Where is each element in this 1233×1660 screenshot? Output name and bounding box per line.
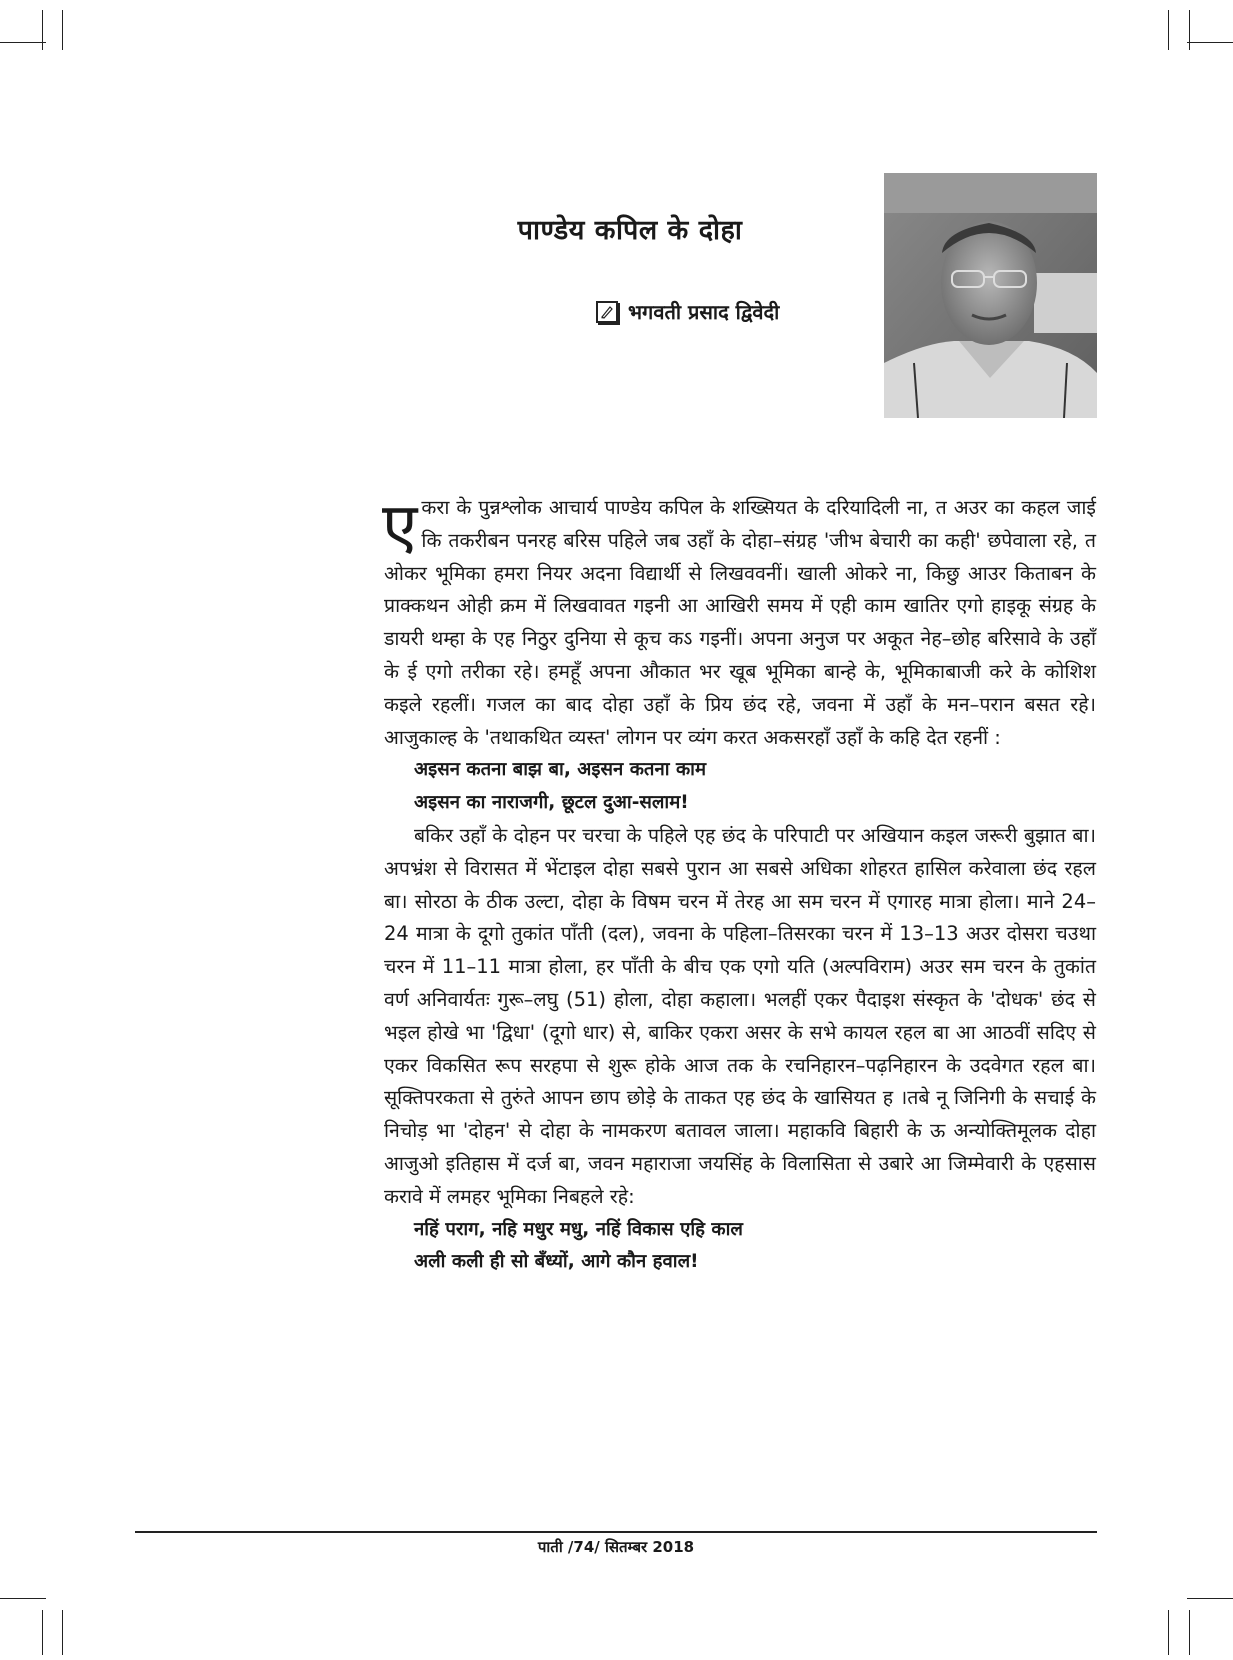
verse-2-line-1: नहिं पराग, नहि मधुर मधु, नहिं विकास एहि काल	[414, 1218, 743, 1240]
verse-2-line-2: अली कली ही सो बँध्यों, आगे कौन हवाल!	[414, 1251, 699, 1273]
paragraph-1	[384, 492, 1096, 754]
paragraph-2: बकिर उहाँ के दोहन पर चरचा के पहिले एह छंद के परिपाटी पर अखियान कइल जरूरी बुझात बा। अपभ्रंश से विरासत में भेंटाइल दोहा सबसे पुरान आ सबसे अधिका शोहरत हासिल करेवाला छंद रहल बा। सोरठा के ठीक उल्टा, दोहा के विषम चरन में तेरह आ सम चरन में एगारह मात्रा होला। माने 24–24 मात्रा के दूगो तुकांत पाँती (दल), जवना के पहिला–तिसरका चरन में 13–13 अउर दोसरा चउथा चरन में 11–11 मात्रा होला, हर पाँती के बीच एक एगो यति (अल्पविराम) अउर सम चरन के तुकांत वर्ण अनिवार्यतः गुरू–लघु (51) होला, दोहा कहाला। भलहीं एकर पैदाइश संस्कृत के 'दोधक' छंद से भइल होखे भा 'द्विधा' (दूगो धार) से, बाकिर एकरा असर के सभे कायल रहल बा आ आठवीं सदिए से एकर विकसित रूप सरहपा से शुरू होके आज तक के रचनिहारन–पढ़निहारन के उदवेगत रहल बा। सूक्तिपरकता से तुरुंते आपन छाप छोड़े के ताकत एह छंद के खासियत ह ।तबे नू जिनिगी के सचाई के निचोड़ भा 'दोहन' से दोहा के नामकरण बतावल जाला। महाकवि बिहारी के ऊ अन्योक्तिमूलक दोहा आजुओ इतिहास में दर्ज बा, जवन महाराजा जयसिंह के विलासिता से उबारे आ जिम्मेवारी के एहसास करावे में लमहर भूमिका निबहले रहे:	[384, 823, 1096, 1208]
crop-mark-bottom-right-v2	[1189, 1610, 1190, 1655]
crop-mark-bottom-right-h	[1187, 1598, 1233, 1599]
crop-mark-bottom-left-h	[0, 1598, 46, 1599]
crop-mark-top-right-v2	[1189, 10, 1190, 50]
article-body	[384, 492, 1096, 1279]
crop-mark-bottom-right-v1	[1168, 1610, 1169, 1655]
crop-mark-top-right-h	[1187, 42, 1233, 43]
page-footer: पाती /74/ सितम्बर 2018	[537, 1538, 695, 1556]
verse-1-line-1: अइसन कतना बाझ बा, अइसन कतना काम	[414, 759, 707, 781]
article-title: पाण्डेय कपिल के दोहा	[517, 215, 743, 246]
author-portrait	[884, 173, 1097, 418]
crop-mark-top-left-h	[0, 42, 46, 43]
author-byline	[596, 298, 779, 325]
paragraph-1-text: करा के पुन्नश्लोक आचार्य पाण्डेय कपिल के शख्सियत के दरियादिली ना, त अउर का कहल जाई कि तकरीबन पनरह बरिस पहिले जब उहाँ के दोहा–संग्रह 'जीभ बेचारी का कही' छपेवाला रहे, त ओकर भूमिका हमरा नियर अदना विद्यार्थी से लिखववनीं। खाली ओकरे ना, किछु आउर किताबन के प्राक्कथन ओही क्रम में लिखवावत गइनी आ आखिरी समय में एही काम खातिर एगो हाइकू संग्रह के डायरी थम्हा के एह निठुर दुनिया से कूच कऽ गइनीं। अपना अनुज पर अकूत नेह–छोह बरिसावे के उहाँ के ई एगो तरीका रहे। हमहूँ अपना औकात भर खूब भूमिका बान्हे के, भूमिकाबाजी करे के कोशिश कइले रहलीं। गजल का बाद दोहा उहाँ के प्रिय छंद रहे, जवना में उहाँ के मन–परान बसत रहे। आजुकाल्ह के 'तथाकथित व्यस्त' लोगन पर व्यंग करत अकसरहाँ उहाँ के कहि देत रहनीं :	[384, 496, 1096, 749]
crop-mark-bottom-left-v1	[42, 1610, 43, 1655]
pen-in-box-icon	[596, 301, 618, 323]
crop-mark-top-left-v2	[62, 10, 63, 50]
verse-1-line-2: अइसन का नाराजगी, छूटल दुआ-सलाम!	[414, 792, 689, 814]
author-name: भगवती प्रसाद द्विवेदी	[628, 300, 780, 324]
crop-mark-top-right-v1	[1168, 10, 1169, 50]
footer-rule	[135, 1531, 1097, 1533]
drop-cap: ए	[382, 490, 418, 564]
crop-mark-bottom-left-v2	[62, 1610, 63, 1655]
crop-mark-top-left-v1	[42, 10, 43, 50]
